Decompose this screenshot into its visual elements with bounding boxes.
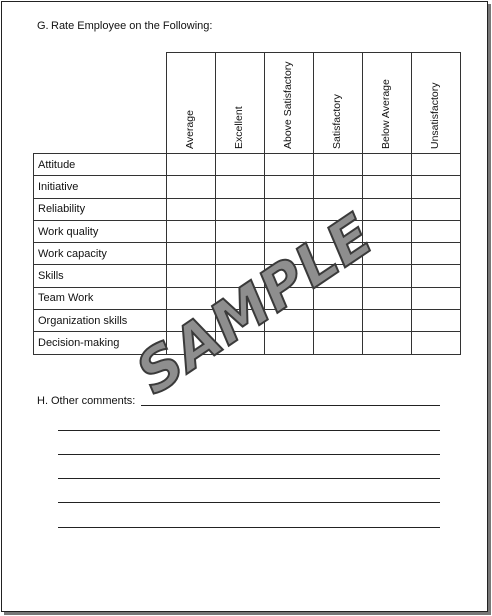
rating-header-row [34, 53, 461, 154]
rating-cell[interactable] [265, 265, 314, 287]
rating-cell[interactable] [314, 176, 363, 198]
rating-cell[interactable] [265, 154, 314, 176]
rating-cell[interactable] [216, 265, 265, 287]
rating-cell[interactable] [314, 287, 363, 309]
column-header: Unsatisfactory [412, 53, 461, 154]
form-page [1, 1, 488, 612]
section-h-letter: H. [37, 395, 48, 407]
rating-cell[interactable] [363, 154, 412, 176]
rating-cell[interactable] [167, 198, 216, 220]
rating-cell[interactable] [265, 198, 314, 220]
comment-line-2[interactable] [58, 430, 440, 431]
rating-row-label: Reliability [34, 198, 167, 220]
section-h-title: Other comments: [51, 395, 136, 407]
rating-cell[interactable] [363, 287, 412, 309]
rating-cell[interactable] [216, 243, 265, 265]
section-g-title: Rate Employee on the Following: [51, 20, 213, 32]
rating-row-label: Attitude [34, 154, 167, 176]
column-header: Below Average [363, 53, 412, 154]
rating-cell[interactable] [314, 198, 363, 220]
rating-row [34, 287, 461, 309]
rating-row-label: Work capacity [34, 243, 167, 265]
rating-cell[interactable] [216, 176, 265, 198]
rating-cell[interactable] [412, 243, 461, 265]
rating-cell[interactable] [265, 176, 314, 198]
rating-cell[interactable] [265, 243, 314, 265]
column-header: Excellent [216, 53, 265, 154]
rating-table-corner [34, 53, 167, 154]
comment-line-3[interactable] [58, 454, 440, 455]
rating-row [34, 310, 461, 332]
rating-cell[interactable] [314, 154, 363, 176]
column-header: Above Satisfactory [265, 53, 314, 154]
rating-row [34, 176, 461, 198]
rating-cell[interactable] [167, 154, 216, 176]
rating-cell[interactable] [216, 220, 265, 242]
rating-row-label: Initiative [34, 176, 167, 198]
comment-line-6[interactable] [58, 527, 440, 528]
rating-cell[interactable] [412, 310, 461, 332]
rating-row-label: Decision-making [34, 332, 167, 354]
rating-cell[interactable] [412, 176, 461, 198]
section-h-heading [37, 395, 135, 407]
rating-cell[interactable] [265, 332, 314, 354]
column-header: Satisfactory [314, 53, 363, 154]
rating-cell[interactable] [412, 332, 461, 354]
comment-line-1[interactable] [141, 405, 440, 406]
rating-cell[interactable] [265, 310, 314, 332]
rating-cell[interactable] [412, 287, 461, 309]
rating-cell[interactable] [363, 243, 412, 265]
rating-cell[interactable] [412, 265, 461, 287]
rating-row-label: Team Work [34, 287, 167, 309]
rating-cell[interactable] [167, 332, 216, 354]
rating-row [34, 198, 461, 220]
rating-cell[interactable] [314, 310, 363, 332]
rating-row-label: Skills [34, 265, 167, 287]
rating-row [34, 265, 461, 287]
section-g-letter: G. [37, 20, 49, 32]
rating-row [34, 154, 461, 176]
rating-cell[interactable] [363, 332, 412, 354]
section-g-heading [37, 20, 212, 32]
rating-cell[interactable] [216, 154, 265, 176]
rating-cell[interactable] [167, 310, 216, 332]
rating-cell[interactable] [314, 332, 363, 354]
rating-cell[interactable] [363, 176, 412, 198]
rating-cell[interactable] [265, 287, 314, 309]
rating-row [34, 243, 461, 265]
rating-cell[interactable] [167, 176, 216, 198]
rating-cell[interactable] [363, 310, 412, 332]
rating-cell[interactable] [314, 243, 363, 265]
rating-table [33, 52, 461, 355]
rating-row [34, 332, 461, 354]
rating-cell[interactable] [216, 332, 265, 354]
rating-cell[interactable] [363, 198, 412, 220]
rating-cell[interactable] [314, 220, 363, 242]
rating-cell[interactable] [363, 265, 412, 287]
rating-cell[interactable] [216, 198, 265, 220]
rating-row-label: Organization skills [34, 310, 167, 332]
rating-cell[interactable] [412, 220, 461, 242]
rating-cell[interactable] [167, 243, 216, 265]
rating-cell[interactable] [167, 287, 216, 309]
sample-watermark: SAMPLE [124, 200, 386, 408]
rating-row-label: Work quality [34, 220, 167, 242]
rating-cell[interactable] [265, 220, 314, 242]
rating-cell[interactable] [363, 220, 412, 242]
rating-cell[interactable] [216, 287, 265, 309]
rating-cell[interactable] [412, 154, 461, 176]
rating-row [34, 220, 461, 242]
comment-line-5[interactable] [58, 502, 440, 503]
comment-line-4[interactable] [58, 478, 440, 479]
rating-cell[interactable] [314, 265, 363, 287]
rating-cell[interactable] [216, 310, 265, 332]
rating-cell[interactable] [167, 265, 216, 287]
rating-cell[interactable] [167, 220, 216, 242]
rating-cell[interactable] [412, 198, 461, 220]
column-header: Average [167, 53, 216, 154]
